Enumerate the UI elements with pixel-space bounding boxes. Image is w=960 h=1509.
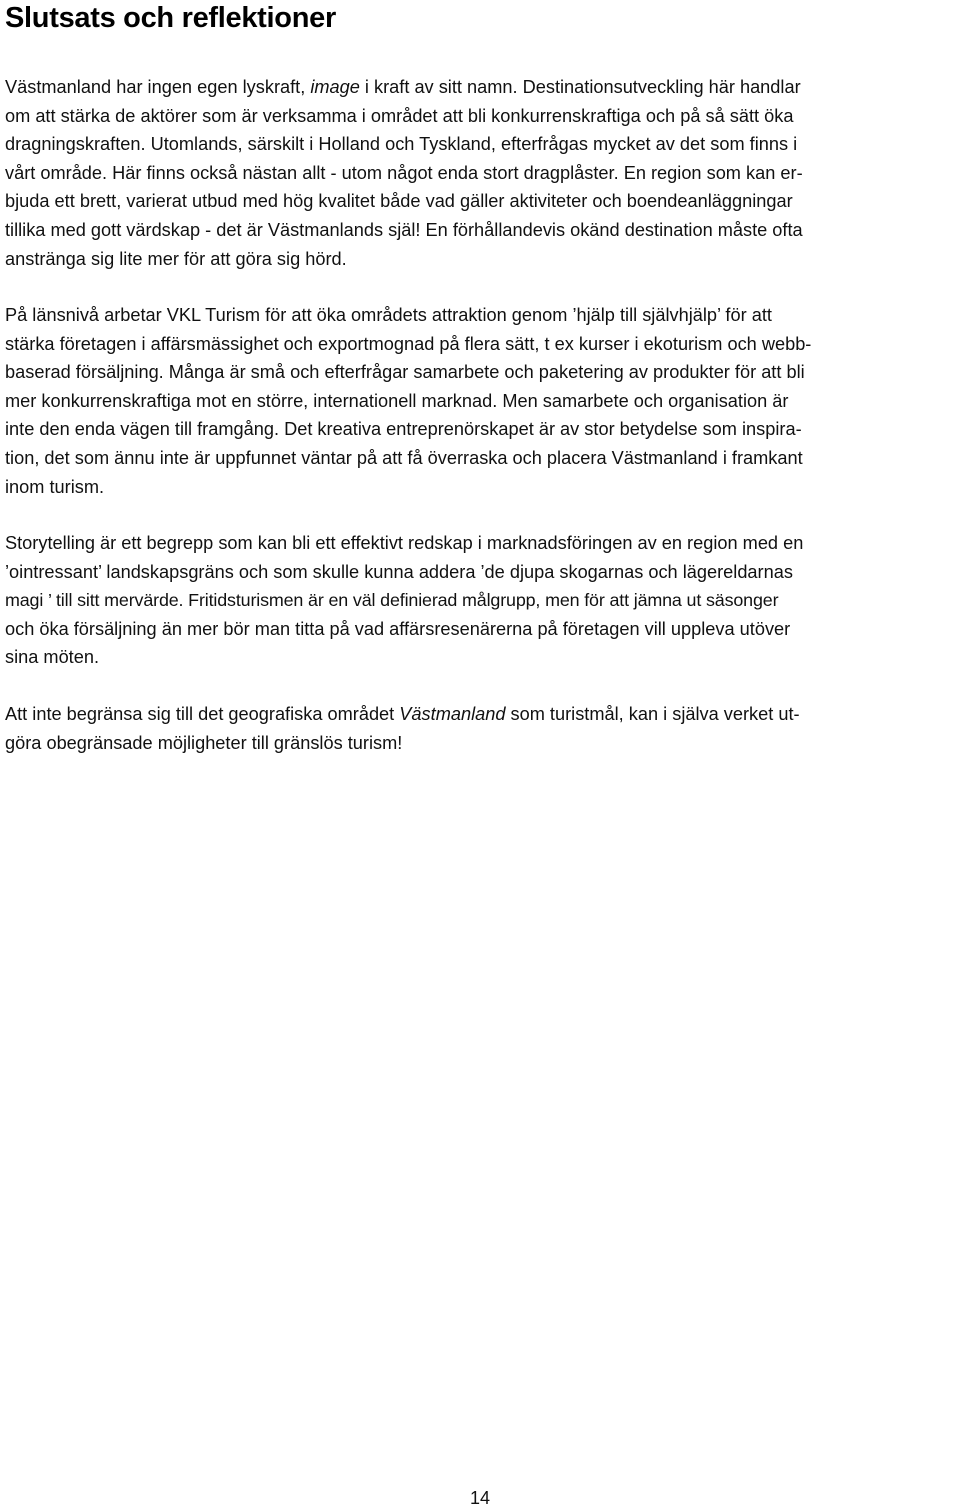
paragraph-storytelling xyxy=(5,529,957,672)
text-run: i kraft av sitt namn. Destinationsutveckling här handlar xyxy=(359,77,801,97)
text-line: På länsnivå arbetar VKL Turism för att öka områdets attraktion genom ’hjälp till självhjälp’ för att xyxy=(5,305,772,325)
italic-word: image xyxy=(310,77,360,97)
text-line: Storytelling är ett begrepp som kan bli ett effektivt redskap i marknadsföringen av en region med en xyxy=(5,533,804,553)
text-line: bjuda ett brett, varierat utbud med hög kvalitet både vad gäller aktiviteter och boendeanläggningar xyxy=(5,191,793,212)
paragraph-intro xyxy=(5,73,957,273)
text-run: Västmanland har ingen egen lyskraft, xyxy=(5,77,311,97)
text-line: och öka försäljning än mer bör man titta på vad affärsresenärerna på företagen vill uppleva utöver xyxy=(5,618,791,639)
text-line: inom turism. xyxy=(5,476,105,497)
text-line: ’ointressant’ landskapsgräns och som skulle kunna addera ’de djupa skogarnas och lägereldarnas xyxy=(5,561,793,582)
page-number: 14 xyxy=(469,1488,491,1508)
text-line: stärka företagen i affärsmässighet och exportmognad på flera sätt, t ex kurser i ekoturism och webb- xyxy=(5,333,812,354)
text-line xyxy=(5,700,957,729)
text-line: inte den enda vägen till framgång. Det kreativa entreprenörskapet är av stor betydelse som inspira- xyxy=(5,419,802,440)
text-line: vårt område. Här finns också nästan allt - utom något enda stort dragplåster. En region som kan er- xyxy=(5,162,803,183)
text-run: Att inte begränsa sig till det geografiska området xyxy=(5,704,400,724)
text-line: om att stärka de aktörer som är verksamma i området att bli konkurrenskraftiga och på så sätt öka xyxy=(5,105,794,126)
paragraph-conclusion xyxy=(5,700,957,757)
text-line: tion, det som ännu inte är uppfunnet väntar på att få överraska och placera Västmanland i framkant xyxy=(5,447,803,468)
text-line: mer konkurrenskraftiga mot en större, internationell marknad. Men samarbete och organisation är xyxy=(5,390,789,411)
page-title: Slutsats och reflektioner xyxy=(5,2,336,34)
italic-word: Västmanland xyxy=(399,704,506,724)
text-run: som turistmål, kan i själva verket ut- xyxy=(505,704,800,724)
text-line: magi ’ till sitt mervärde. Fritidsturismen är en väl definierad målgrupp, men för att jämna ut säsonger xyxy=(5,590,779,611)
text-line: göra obegränsade möjligheter till gränslös turism! xyxy=(5,732,403,753)
text-line: baserad försäljning. Många är små och efterfrågar samarbete och paketering av produkter för att bli xyxy=(5,362,805,383)
paragraph-county-level xyxy=(5,301,957,501)
text-line: tillika med gott värdskap - det är Västmanlands själ! En förhållandevis okänd destination måste ofta xyxy=(5,219,803,240)
text-line xyxy=(5,73,957,102)
text-line: sina möten. xyxy=(5,647,100,668)
text-line: dragningskraften. Utomlands, särskilt i Holland och Tyskland, efterfrågas mycket av det som finns i xyxy=(5,134,798,155)
text-line: anstränga sig lite mer för att göra sig hörd. xyxy=(5,248,347,269)
